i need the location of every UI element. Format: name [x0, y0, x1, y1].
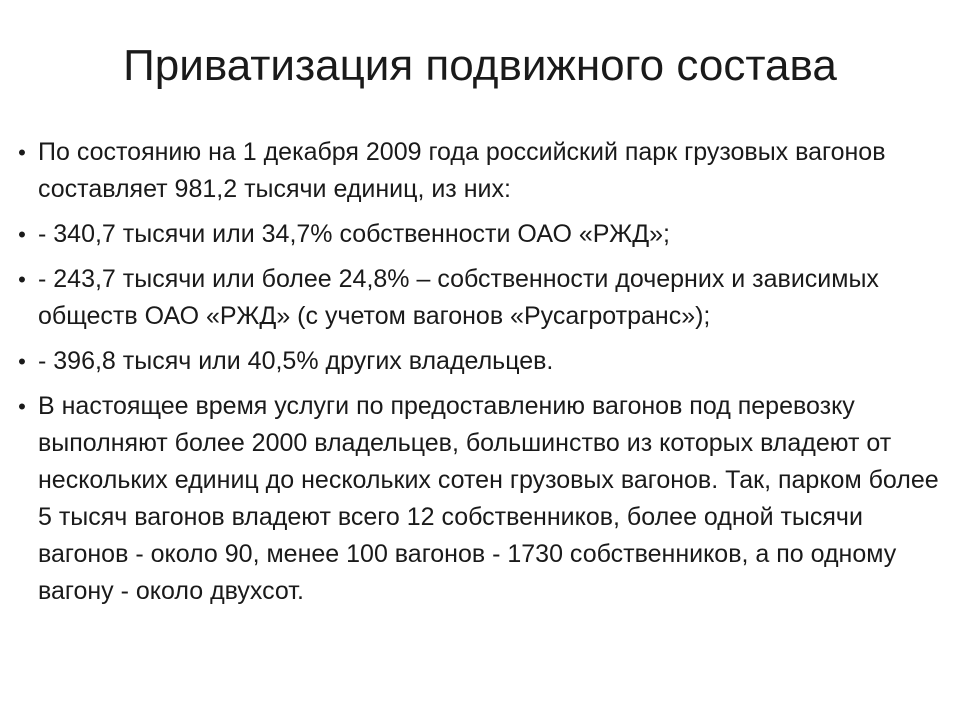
bullet-item-intro: [12, 134, 942, 208]
bullet-item-current-services: [12, 388, 942, 610]
bullet-dot-icon: •: [18, 222, 26, 247]
bullet-text: - 243,7 тысячи или более 24,8% – собственности дочерних и зависимых обществ ОАО «РЖД» (с учетом вагонов «Русагротранс»);: [38, 265, 879, 330]
bullet-item-subsidiaries: [12, 261, 942, 335]
bullet-text: - 396,8 тысяч или 40,5% других владельцев.: [38, 347, 554, 375]
bullet-dot-icon: •: [18, 394, 26, 419]
bullet-text: По состоянию на 1 декабря 2009 года российский парк грузовых вагонов составляет 981,2 тысячи единиц, из них:: [38, 138, 886, 203]
bullet-dot-icon: •: [18, 267, 26, 292]
bullet-text: - 340,7 тысячи или 34,7% собственности ОАО «РЖД»;: [38, 220, 670, 248]
bullet-item-rzd: [12, 216, 942, 253]
bullet-dot-icon: •: [18, 140, 26, 165]
bullet-dot-icon: •: [18, 349, 26, 374]
bullet-text: В настоящее время услуги по предоставлению вагонов под перевозку выполняют более 2000 владельцев, большинство из которых владеют от нескольких единиц до нескольких сотен грузовых вагонов. Так, парком более 5 тысяч вагонов владеют всего 12 собственников, более одной тысячи вагонов - около 90, менее 100 вагонов - 1730 собственников, а по одному вагону - около двухсот.: [38, 392, 939, 605]
bullet-list: [12, 134, 942, 618]
slide-title: Приватизация подвижного состава: [123, 41, 837, 90]
bullet-item-other-owners: [12, 343, 942, 380]
